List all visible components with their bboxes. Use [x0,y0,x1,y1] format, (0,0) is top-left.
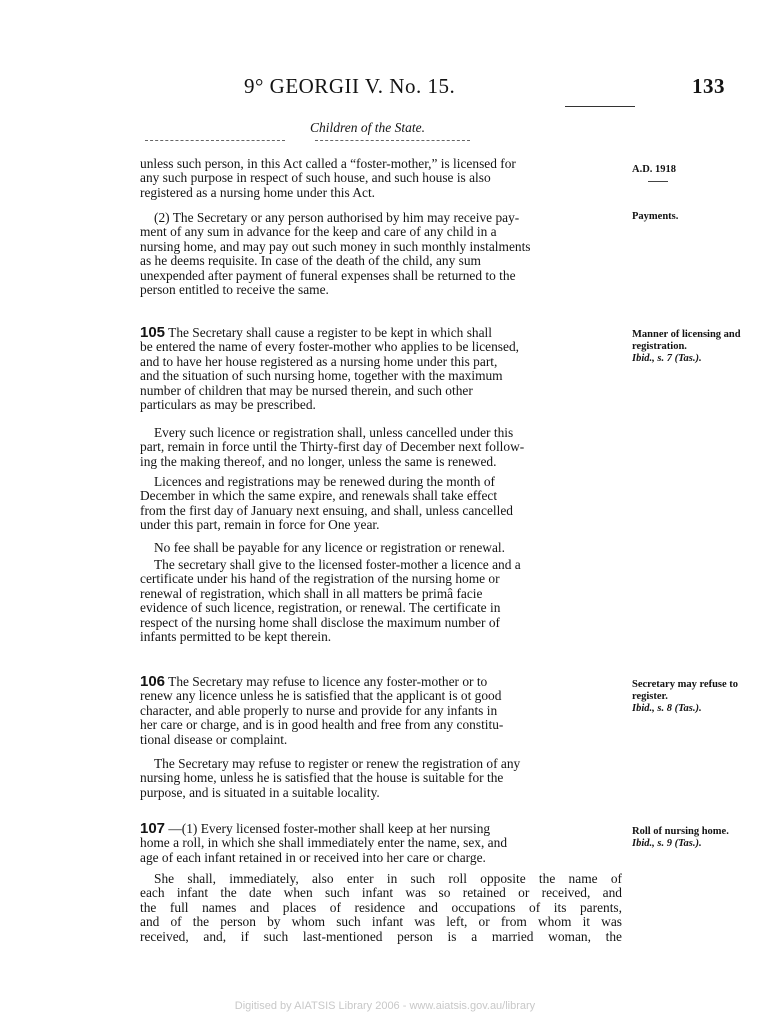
text-line: part, remain in force until the Thirty-first day of December next follow- [140,439,525,455]
text-line: evidence of such licence, registration, or renewal. The certificate in [140,600,501,616]
sidenote-s105-ref: Ibid., s. 7 (Tas.). [632,353,702,364]
sidenote-s107 [632,826,742,850]
text-line: number of children that may be nursed therein, and such other [140,382,473,398]
text-line: ing the making thereof, and no longer, unless the same is renewed. [140,453,497,469]
text-line: renewal of registration, which shall in all matters be primâ facie [140,585,483,601]
text-line: as he deems requisite. In case of the death of the child, any sum [140,253,481,269]
section-105 [140,326,622,412]
text-line: certificate under his hand of the registration of the nursing home or [140,571,500,587]
text-line: December in which the same expire, and renewals shall take effect [140,488,498,504]
section-105-para-2 [140,426,622,469]
text-line: and the situation of such nursing home, together with the maximum [140,368,503,384]
running-head-title: 9° GEORGII V. No. 15. [244,74,456,98]
section-107-text [140,821,507,865]
text-line: respect of the nursing home shall disclose the maximum number of [140,614,500,630]
sidenote-s107-title: Roll of nursing home. [632,826,729,837]
sidenote-year: A.D. 1918 [632,164,677,175]
section-106-para-2 [140,757,622,800]
page-subtitle: Children of the State. [310,120,425,135]
text-line: Licences and registrations may be renewed during the month of [154,474,495,489]
text-line: home a roll, in which she shall immediately enter the name, sex, and [140,835,508,851]
text-line: —(1) Every licensed foster-mother shall keep at her nursing [168,821,491,836]
section-105-para-4 [140,541,622,555]
text-line: and to have her house registered as a nursing home under this part, [140,353,498,369]
dashed-divider-right [315,140,470,141]
header-rule [565,106,635,107]
text-line: The Secretary may refuse to licence any foster-mother or to [168,674,488,689]
text-line: No fee shall be payable for any licence or registration or renewal. [154,540,505,555]
text-line: any such purpose in respect of such house, and such house is also [140,170,491,186]
section-105-para-5 [140,558,622,644]
text-line: She shall, immediately, also enter in such roll opposite the name of [154,871,622,886]
text-line: received, and, if such last-mentioned person is a married woman, the [140,928,622,944]
text-line: nursing home, unless he is satisfied that the house is suitable for the [140,770,504,786]
paragraph-continuation [140,157,622,200]
text-line: (2) The Secretary or any person authorised by him may receive pay- [154,210,520,225]
text-line: age of each infant retained in or received into her care or charge. [140,849,486,865]
text-line: person entitled to receive the same. [140,282,329,298]
text-line: character, and able properly to nurse and provide for any infants in [140,702,498,718]
text-line: Every such licence or registration shall, unless cancelled under this [154,425,514,440]
text-line: from the first day of January next ensuing, and shall, unless cancelled [140,502,513,518]
section-105-para-3 [140,475,622,533]
text-line: particulars as may be prescribed. [140,397,316,413]
paragraph-payments [140,211,622,297]
section-number: 106 [140,673,166,690]
sidenote-s106-ref: Ibid., s. 8 (Tas.). [632,703,702,714]
sidenote-payments: Payments. [632,211,679,222]
section-106 [140,675,622,747]
text-line: ment of any sum in advance for the keep and care of any child in a [140,224,497,240]
text-line: registered as a nursing home under this Act. [140,184,376,200]
text-line: unless such person, in this Act called a “foster-mother,” is licensed for [140,156,516,171]
digitisation-footer: Digitised by AIATSIS Library 2006 - www.aiatsis.gov.au/library [234,1000,536,1012]
text-line: The Secretary may refuse to register or renew the registration of any [154,756,521,771]
sidenote-s105-title: Manner of licensing and registration. [632,329,741,352]
sidenote-dash [648,181,668,182]
text-line: renew any licence unless he is satisfied that the applicant is ot good [140,688,502,704]
text-line: her care or charge, and is in good health and free from any constitu- [140,717,504,733]
section-number: 105 [140,324,166,341]
sidenote-s105 [632,329,742,365]
text-line: The secretary shall give to the licensed foster-mother a licence and a [154,557,521,572]
text-line: tional disease or complaint. [140,731,288,747]
section-105-text [140,325,519,412]
text-line: unexpended after payment of funeral expenses shall be returned to the [140,267,516,283]
text-line: under this part, remain in force for One year. [140,517,380,533]
section-number: 107 [140,820,166,837]
section-106-text [140,674,503,747]
sidenote-s106-title: Secretary may refuse to register. [632,679,739,702]
text-line: purpose, and is situated in a suitable locality. [140,784,380,800]
dashed-divider-left [145,140,285,141]
section-107 [140,822,622,865]
text-line: be entered the name of every foster-mother who applies to be licensed, [140,339,519,355]
text-line: nursing home, and may pay out such money in such monthly instalments [140,238,531,254]
text-line: the full names and places of residence and occupations of its parents, [140,899,622,915]
text-line: and of the person by whom such infant was left, or from whom it was [140,914,622,930]
section-107-para-2 [140,872,622,944]
text-line: The Secretary shall cause a register to be kept in which shall [168,325,493,340]
page-number: 133 [692,74,725,98]
text-line: each infant the date when such infant was so retained or received, and [140,885,622,901]
sidenote-s107-ref: Ibid., s. 9 (Tas.). [632,838,702,849]
sidenote-s106 [632,679,742,715]
text-line: infants permitted to be kept therein. [140,629,332,645]
